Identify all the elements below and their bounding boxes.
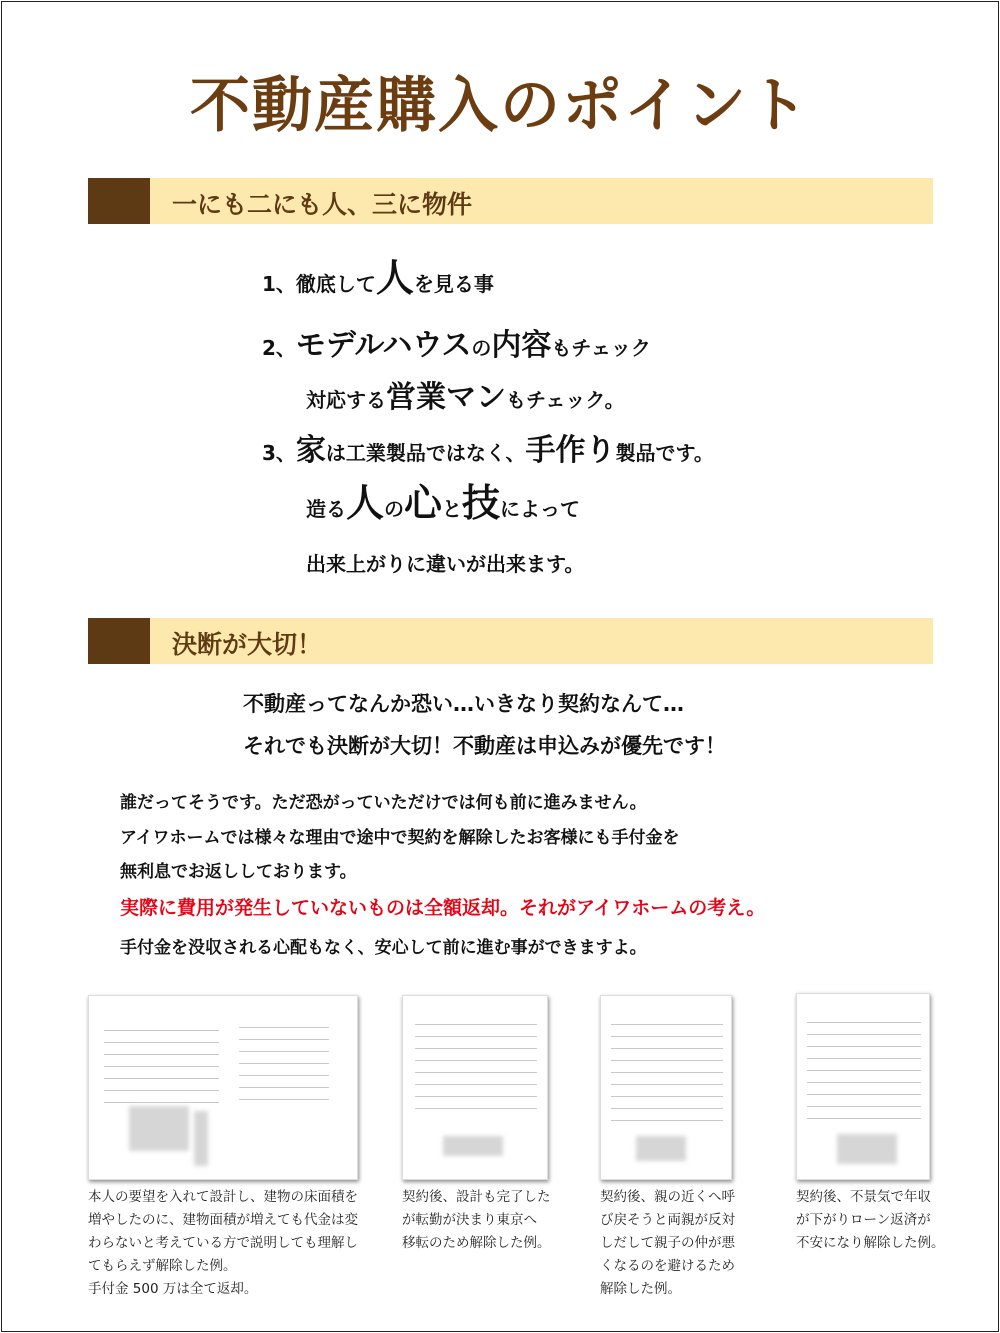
emphasis-text: 家	[295, 433, 326, 468]
point-text: の	[384, 497, 405, 521]
point-text: 1、徹底して	[262, 272, 376, 296]
section-heading-band	[88, 178, 933, 224]
emphasis-text: 人	[346, 481, 385, 525]
point-line	[306, 472, 580, 527]
section-heading: 一にも二にも人、三に物件	[172, 190, 473, 219]
caption-line: くなるのを避けるため	[600, 1258, 735, 1274]
point-line	[262, 425, 714, 469]
section-heading: 決断が大切！	[172, 630, 323, 659]
emphasis-text: 手作り	[525, 433, 616, 468]
caption-line: 契約後、親の近くへ呼	[600, 1189, 735, 1205]
caption-line: 契約後、不景気で年収	[796, 1189, 931, 1205]
paragraph-line: 無利息でお返ししております。	[120, 862, 357, 882]
caption-line: 不安になり解除した例。	[796, 1235, 945, 1251]
point-text: 3、	[262, 441, 296, 465]
point-text: 2、	[262, 336, 296, 360]
caption-line: 契約後、設計も完了した	[402, 1189, 551, 1205]
intro-line: それでも決断が大切！不動産は申込みが優先です！	[243, 734, 726, 758]
section-heading-band	[88, 618, 933, 664]
highlight-line: 実際に費用が発生していないものは全額返却。それがアイワホームの考え。	[120, 897, 766, 919]
emphasis-text: 心	[404, 481, 443, 525]
example-caption	[88, 1186, 358, 1301]
point-text: 出来上がりに違いが出来ます。	[306, 552, 585, 576]
paragraph-line: 手付金を没収される心配もなく、安心して前に進む事ができますよ。	[120, 938, 647, 958]
emphasis-text: 営業マン	[386, 380, 506, 415]
cancellation-document-image	[600, 995, 732, 1180]
point-text: を見る事	[413, 272, 494, 296]
caption-line: しだして親子の仲が悪	[600, 1235, 735, 1251]
cancellation-document-image	[402, 995, 548, 1180]
point-text: と	[442, 497, 463, 521]
point-text: もチェック。	[506, 388, 625, 412]
emphasis-text: 人	[375, 256, 414, 300]
emphasis-text: モデルハウス	[295, 328, 472, 363]
heading-square-marker	[88, 178, 150, 224]
emphasis-text: 技	[462, 481, 501, 525]
cancellation-document-image	[796, 993, 930, 1180]
caption-line: が下がりローン返済が	[796, 1212, 931, 1228]
caption-line: わらないと考えている方で説明しても理解し	[88, 1235, 358, 1251]
point-text: によって	[500, 497, 581, 521]
paragraph-line: 誰だってそうです。ただ恐がっていただけでは何も前に進みません。	[120, 793, 647, 813]
point-text: 製品です。	[615, 441, 714, 465]
paragraph-line: アイワホームでは様々な理由で途中で契約を解除したお客様にも手付金を	[120, 828, 680, 848]
intro-line: 不動産ってなんか恐い…いきなり契約なんて…	[243, 692, 684, 716]
example-caption	[402, 1186, 551, 1255]
caption-line: 増やしたのに、建物面積が増えても代金は変	[88, 1212, 358, 1228]
point-line	[262, 320, 651, 364]
point-line	[262, 247, 494, 302]
caption-line: 移転のため解除した例。	[402, 1235, 551, 1251]
caption-line: てもらえず解除した例。	[88, 1258, 237, 1274]
point-line	[306, 372, 625, 416]
caption-line: 本人の要望を入れて設計し、建物の床面積を	[88, 1189, 358, 1205]
example-caption	[600, 1186, 735, 1301]
caption-line: 解除した例。	[600, 1281, 681, 1297]
caption-line: び戻そうと両親が反対	[600, 1212, 735, 1228]
page-title: 不動産購入のポイント	[190, 71, 810, 141]
point-text: 対応する	[306, 388, 386, 412]
example-caption	[796, 1186, 945, 1255]
point-line	[306, 548, 584, 577]
point-text: 造る	[306, 497, 346, 521]
point-text: は工業製品ではなく、	[325, 441, 526, 465]
caption-line: 手付金 500 万は全て返却。	[88, 1281, 258, 1297]
contract-document-image	[88, 995, 358, 1180]
point-text: もチェック	[551, 336, 651, 360]
point-text: の	[471, 336, 492, 360]
heading-square-marker	[88, 618, 150, 664]
caption-line: が転勤が決まり東京へ	[402, 1212, 537, 1228]
emphasis-text: 内容	[491, 328, 552, 363]
